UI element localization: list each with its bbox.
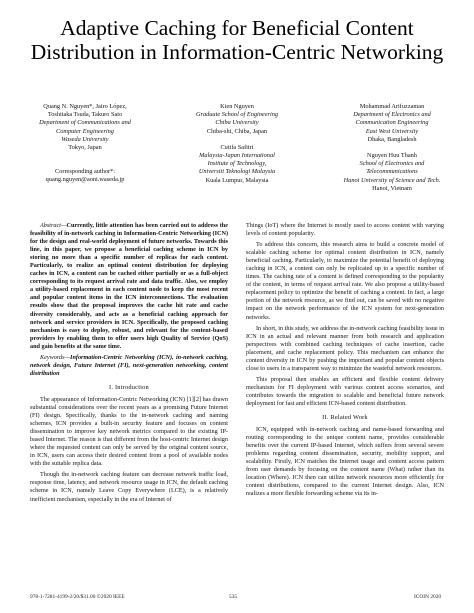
body-paragraph: Though the in-network caching feature can decrease network traffic load, response time, latency, and network resource usage in ICN, the default caching scheme in ICN, namely Leave Copy Everywhere (LCE), is a relatively inefficient mechanism, especially in the era of Internet of	[30, 471, 228, 503]
author-affiliation: East West University	[365, 127, 419, 135]
author-affiliation: Department of Electronics and	[353, 111, 431, 119]
footer-page-number: 535	[229, 594, 238, 600]
author-affiliation: Department of Communications and	[39, 119, 131, 127]
author-affiliation: Computer Engineering	[56, 127, 114, 135]
title-line-2: Distribution in Information-Centric Networking	[30, 40, 444, 64]
body-paragraph: ICN, equipped with in-network caching and name-based forwarding and routing corresponding to the unique content name, provides considerable benefits over the current IP-based Internet, which suffers from several severe problems regarding content dissemination, security, mobility support, and scalability. Firstly, ICN matches the Internet usage and content access pattern from user demands by focusing on the content name (What) rather than its location (Where). ICN then can utilize network resources more efficiently for content distributions, compared to the current Internet design. Also, ICN realizes a more flexible forwarding scheme via its in-	[246, 426, 444, 498]
author-location: Dhaka, Bangladesh	[367, 135, 417, 143]
right-column	[246, 222, 444, 502]
author-location: Chiba-shi, Chiba, Japan	[206, 127, 268, 135]
paper-title	[0, 16, 474, 64]
author-block-2	[162, 103, 312, 185]
corresponding-author-email[interactable]: quang.nguyen@aoni.waseda.jp	[45, 176, 125, 184]
author-name: Mohammad Arifuzzaman	[359, 103, 425, 110]
corresponding-author-label: Corresponding author*:	[55, 168, 115, 176]
body-paragraph: The appearance of Information-Centric Networking (ICN) [1][2] has drawn substantial considerations over the recent years as a promising Future Internet (FI) design. Specifically, thanks to the in-network caching and naming schemes, ICN provides a built-in security feature and focuses on content dissemination to improve key network metrics compared to the existing IP-based Internet. The reason is that different from the host-centric Internet design where the requested content can only be served by the original content source, in ICN, users can access their desired content from a pool of available nodes with the suitable replica data.	[30, 395, 228, 468]
author-block-1	[10, 103, 160, 185]
author-affiliation: Chiba University	[215, 119, 259, 127]
keywords	[30, 354, 228, 378]
author-affiliation: Universiti Teknologi Malaysia	[198, 168, 276, 176]
title-line-1: Adaptive Caching for Beneficial Content	[60, 16, 414, 40]
abstract-body: Currently, little attention has been carried out to address the feasibility of in-network caching in Information-Centric Networking (ICN) for the design and real-world deployment of future networks. Towards this line, in this paper, we propose a beneficial caching scheme in ICN by storing no more than a specific number of replicas for each content. Particularly, to realize an optimal content distribution for deploying caches in ICN, a content can be cached either partially or as a full-object corresponding to its request arrival rate and data traffic. Also, we employ a utility-based replacement in each content node to keep the most recent and popular content items in the ICN interconnections. The evaluation results show that the proposal improves the cache hit rate and cache diversity considerably, and acts as a beneficial caching approach for network and service providers in ICN. Specifically, the proposed caching mechanism is easy to deploy, robust, and relevant for the content-based providers by enabling them to offer users high Quality of Service (QoS) and gain benefits at the same time.	[30, 222, 228, 350]
keywords-body: Information-Centric Networking (ICN), in-network caching, network design, Future Internet (FI), next-generation networking, content distribution	[30, 353, 228, 377]
footer-copyright: 978-1-7281-4199-2/20/$31.00 ©2020 IEEE	[30, 594, 125, 600]
author-affiliation: Hanoi University of Science and Tech.	[343, 176, 441, 184]
author-name: Toshitaka Tsuda, Takuro Sato	[47, 111, 123, 119]
keywords-lead: Keywords—	[40, 353, 71, 361]
author-location: Tokyo, Japan	[68, 144, 102, 152]
author-affiliation: Communication Engineering	[355, 119, 429, 127]
author-affiliation: Malaysia-Japan International	[199, 152, 275, 160]
body-paragraph: This proposal then enables an efficient and flexible content delivery mechanism for FI deployment with various content access scenarios, and contributes towards the migration to scalable and beneficial future network deployment for fast and efficient ICN-based content distribution.	[246, 375, 444, 407]
left-column	[30, 222, 228, 507]
author-location: Hanoi, Vietnam	[372, 184, 412, 192]
author-affiliation: Waseda University	[61, 135, 109, 143]
author-location: Kuala Lumpur, Malaysia	[205, 176, 269, 184]
body-paragraph: In short, in this study, we address the in-network caching feasibility issue in ICN in an actual and relevant manner from both research and application perspectives with combined caching techniques of cache insertion, cache placement, and cache replacement policy. This mechanism can enhance the content diversity in ICN by pushing the important and popular content objects close to users in a transparent way to minimize the wasteful network resources.	[246, 324, 444, 372]
author-affiliation: Telecommunications	[366, 168, 418, 176]
author-name: Nguyen Huu Thanh	[367, 152, 417, 160]
author-affiliation: School of Electronics and	[359, 160, 425, 168]
abstract	[30, 222, 228, 351]
author-name: Quang N. Nguyen*, Jairo López,	[43, 103, 127, 110]
author-block-3	[316, 103, 468, 193]
section-heading-related-work: II. Related Work	[322, 414, 368, 422]
author-affiliation: Institute of Technology,	[207, 160, 267, 168]
body-paragraph: To address this concern, this research aims to build a concrete model of scalable caching scheme for optimal content distribution in ICN, namely beneficial caching. Particularly, to maximize the potential benefit of deploying caching in ICN, a content can only be replicated up to a specific number of times. The caching rate of a content is defined corresponding to the popularity of the content, in terms of request arrival rate. We also propose a utility-based replacement policy to optimize the benefit of caching a content. In fact, a large portion of the network resource, as we find out, can be saved with no negative impact on the network performance of the ICN system for next-generation networks.	[246, 241, 444, 321]
section-heading-introduction: I. Introduction	[109, 383, 149, 391]
footer-conference: ICOIN 2020	[414, 594, 442, 600]
body-paragraph: Things (IoT) where the Internet is mostly used to access content with varying levels of content popularity.	[246, 222, 444, 238]
abstract-lead: Abstract—	[40, 222, 67, 229]
author-name: Kien Nguyen	[220, 103, 254, 110]
author-name: Cutifa Safitri	[220, 143, 254, 151]
author-affiliation: Graduate School of Engineering	[195, 111, 279, 119]
